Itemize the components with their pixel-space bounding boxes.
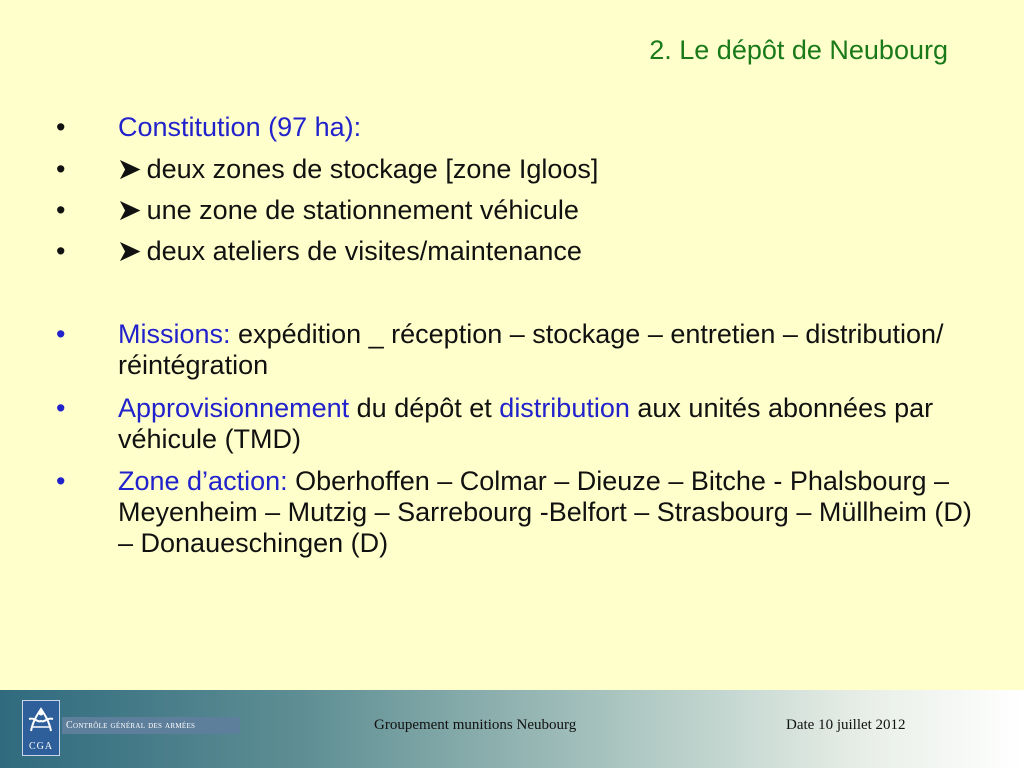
arrow-icon: ➤ [118,154,141,184]
bullet-marker: • [56,154,66,184]
supply-label: Approvisionnement [118,393,350,423]
missions-label: Missions: [118,319,231,349]
footer-date: Date 10 juillet 2012 [786,717,906,733]
distribution-label: distribution [499,393,630,423]
missions-text: expédition _ réception – stockage – entretien – distribution/ réintégration [118,319,944,380]
slide-title: 2. Le dépôt de Neubourg [649,35,948,65]
bullet-marker: • [56,466,66,496]
supply-text-1: du dépôt et [356,393,492,423]
action-zone-text: Oberhoffen – Colmar – Dieuze – Bitche - Phalsbourg – Meyenheim – Mutzig – Sarrebourg -Belfort – Strasbourg – Müllheim (D) – Donaueschingen (D) [118,466,972,558]
bullet-marker: • [56,319,66,349]
arrow-icon: ➤ [118,236,141,266]
arrow-icon: ➤ [118,195,141,225]
slide-footer [0,690,1024,768]
bullet-marker: • [56,112,66,142]
constitution-label: Constitution (97 ha): [118,112,362,142]
action-zone-label: Zone d’action: [118,466,288,496]
bullet-text: une zone de stationnement véhicule [146,195,579,225]
cga-logo [22,700,60,756]
bullet-marker: • [56,393,66,423]
logo-text: CGA [28,741,54,752]
bullet-text: deux ateliers de visites/maintenance [146,236,582,266]
emblem-icon [23,701,59,737]
supply-text-2: aux unités abonnées par véhicule (TMD) [118,393,934,454]
org-name: Contrôle général des armées [62,717,240,734]
footer-center-text: Groupement munitions Neubourg [374,717,577,733]
bullet-marker: • [56,236,66,266]
bullet-marker: • [56,195,66,225]
bullet-text: deux zones de stockage [zone Igloos] [146,154,599,184]
